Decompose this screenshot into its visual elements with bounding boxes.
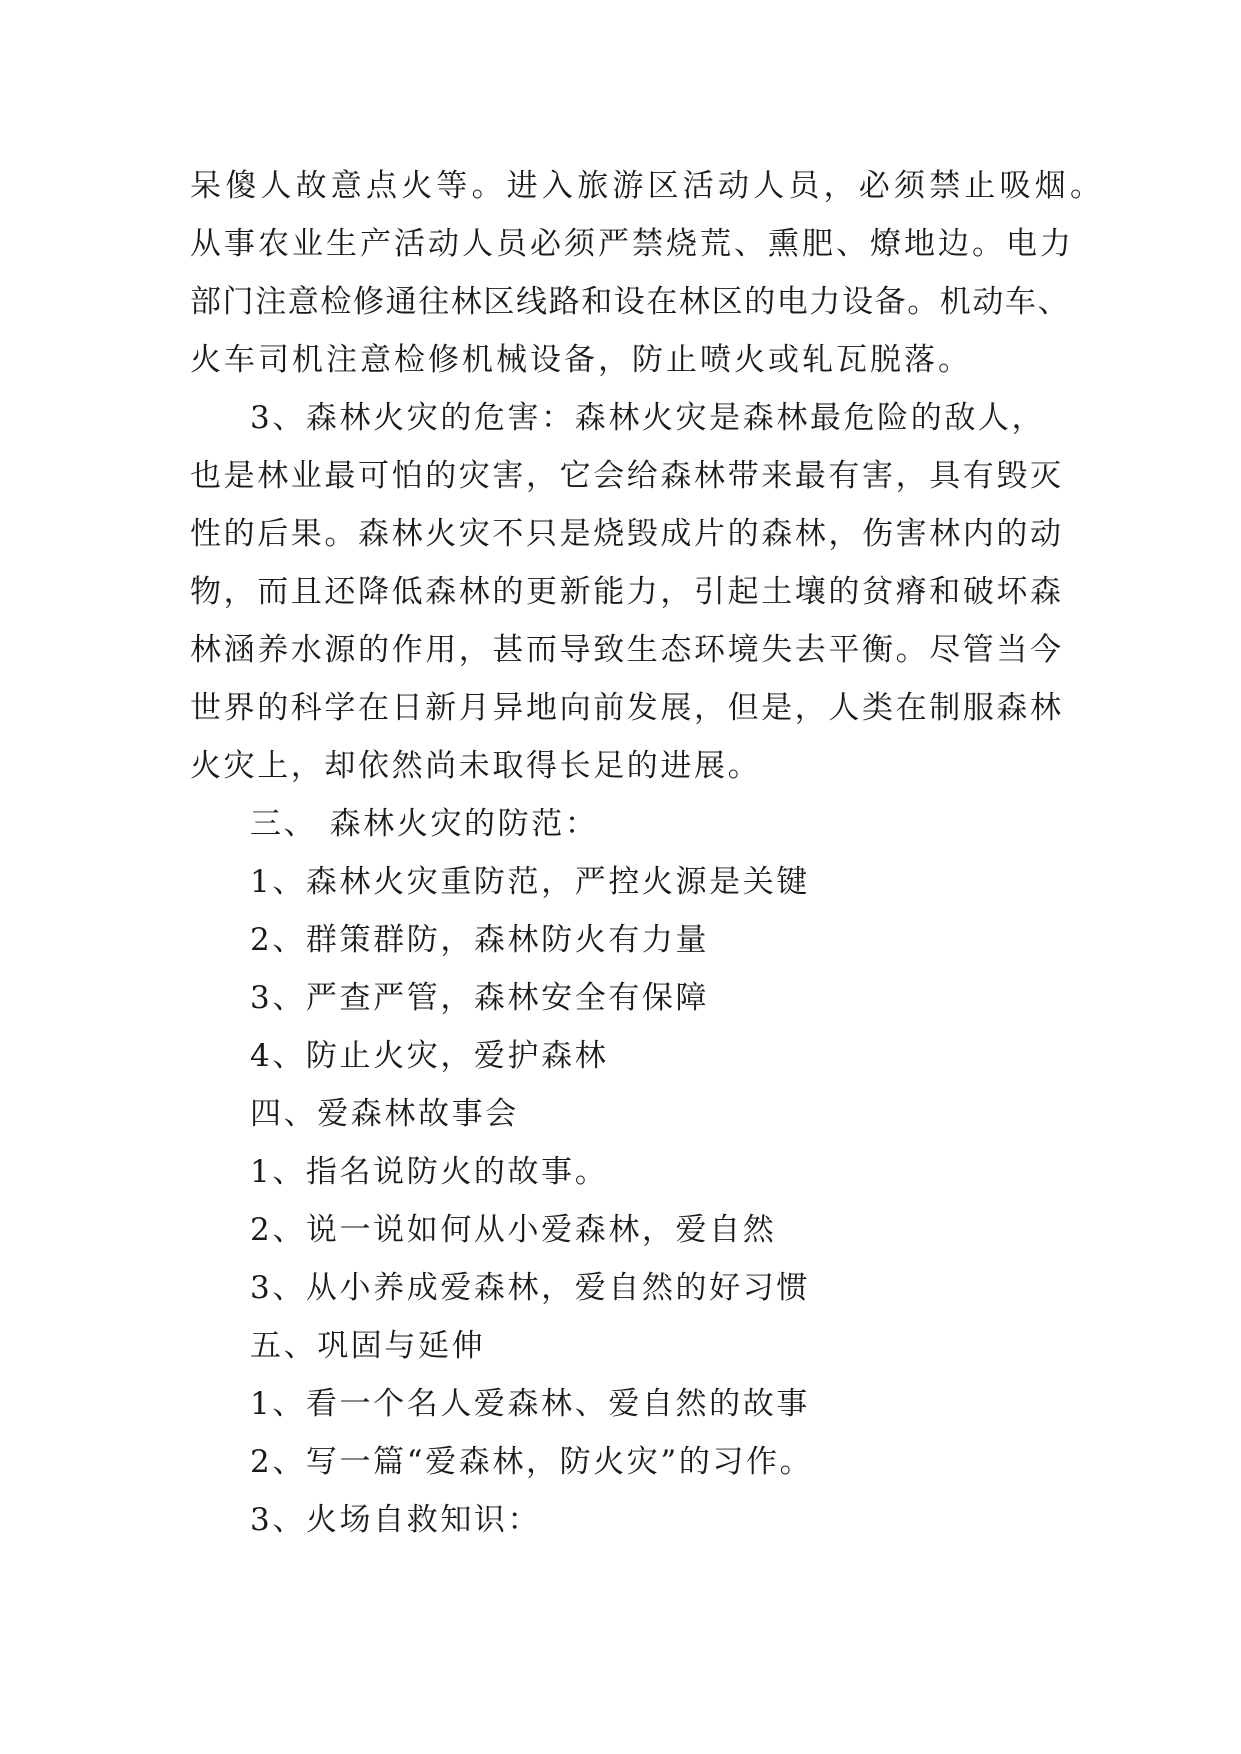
section-heading: 四、爱森林故事会 [250,1096,519,1132]
list-item: 2、说一说如何从小爱森林，爱自然 [250,1212,777,1248]
paragraph-line: 也是林业最可怕的灾害，它会给森林带来最有害，具有毁灭 [190,458,1064,494]
list-item: 4、防止火灾，爱护森林 [250,1038,609,1074]
paragraph-line: 从事农业生产活动人员必须严禁烧荒、熏肥、燎地边。电力 [190,226,1074,262]
paragraph-line: 林涵养水源的作用，甚而导致生态环境失去平衡。尽管当今 [190,632,1064,668]
list-item: 3、从小养成爱森林，爱自然的好习惯 [250,1270,810,1306]
list-item: 2、写一篇“爱森林，防火灾”的习作。 [250,1444,814,1480]
paragraph-line: 物，而且还降低森林的更新能力，引起土壤的贫瘠和破坏森 [190,574,1064,610]
paragraph-line: 火灾上，却依然尚未取得长足的进展。 [190,748,762,784]
paragraph-line: 部门注意检修通往林区线路和设在林区的电力设备。机动车、 [190,284,1071,320]
paragraph-line: 呆傻人故意点火等。进入旅游区活动人员，必须禁止吸烟。 [190,168,1106,204]
paragraph-line: 世界的科学在日新月异地向前发展，但是，人类在制服森林 [190,690,1064,726]
list-item: 3、严查严管，森林安全有保障 [250,980,710,1016]
list-item: 1、森林火灾重防范，严控火源是关键 [250,864,810,900]
list-item: 1、看一个名人爱森林、爱自然的故事 [250,1386,810,1422]
paragraph-line: 3、森林火灾的危害：森林火灾是森林最危险的敌人， [250,400,1046,436]
list-item: 2、群策群防，森林防火有力量 [250,922,710,958]
list-item: 3、火场自救知识： [250,1502,542,1538]
section-heading: 三、 森林火灾的防范： [250,806,599,842]
section-heading: 五、巩固与延伸 [250,1328,486,1364]
paragraph-line: 火车司机注意检修机械设备，防止喷火或轧瓦脱落。 [190,342,972,378]
list-item: 1、指名说防火的故事。 [250,1154,609,1190]
paragraph-line: 性的后果。森林火灾不只是烧毁成片的森林，伤害林内的动 [190,516,1064,552]
